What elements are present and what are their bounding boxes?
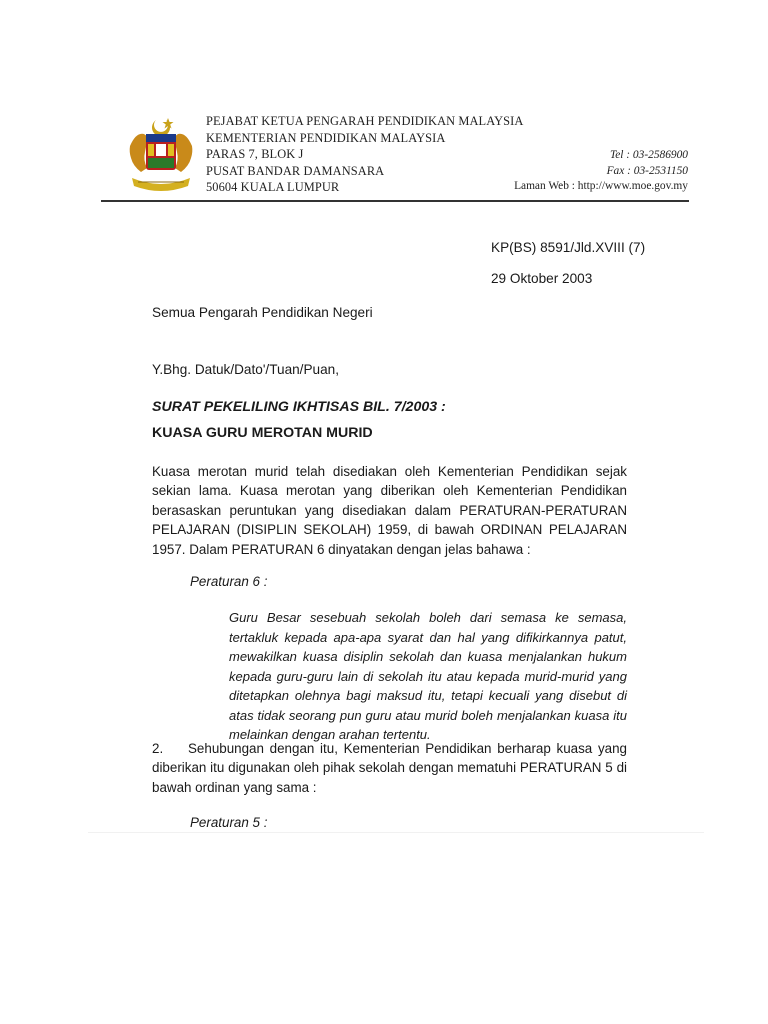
letterhead-contact: [514, 148, 688, 195]
regulation-6-heading: Peraturan 6 :: [190, 574, 268, 589]
reference-number: KP(BS) 8591/Jld.XVIII (7): [491, 240, 646, 255]
regulation-5-heading: Peraturan 5 :: [190, 815, 268, 830]
paragraph-number: 2.: [152, 741, 164, 756]
ministry-name: KEMENTERIAN PENDIDIKAN MALAYSIA: [206, 130, 446, 145]
circular-heading: KUASA GURU MEROTAN MURID: [152, 425, 373, 441]
regulation-6-quote: Guru Besar sesebuah sekolah boleh dari semasa ke semasa, tertakluk kepada apa-apa syarat dan hal yang difikirkannya patut, mewakilkan kuasa disiplin sekolah dan kuasa menjalankan hukum kepada guru-guru lain di sekolah itu atau kepada murid-murid yang ditetapkan olehnya bagi maksud itu, tetapi kecuali yang disebut di atas tidak seorang pun guru atau murid boleh menjalankan kuasa itu melainkan dengan arahan tertentu.: [229, 610, 627, 742]
paragraph-2-text: Sehubungan dengan itu, Kementerian Pendidikan berharap kuasa yang diberikan itu digunakan oleh pihak sekolah dengan mematuhi PERATURAN 5 di bawah ordinan yang sama :: [152, 741, 627, 795]
reference-block: [491, 232, 645, 294]
address-line: PUSAT BANDAR DAMANSARA: [206, 163, 385, 178]
fax-number: Fax : 03-2531150: [606, 164, 688, 177]
recipient: Semua Pengarah Pendidikan Negeri: [152, 305, 373, 320]
paragraph-2: [152, 739, 627, 797]
salutation: Y.Bhg. Datuk/Dato'/Tuan/Puan,: [152, 362, 339, 377]
letter-date: 29 Oktober 2003: [491, 271, 593, 286]
address-line: 50604 KUALA LUMPUR: [206, 180, 340, 195]
circular-title: SURAT PEKELILING IKHTISAS BIL. 7/2003 :: [152, 399, 446, 415]
letterhead-address: [206, 113, 523, 196]
website-link[interactable]: Laman Web : http://www.moe.gov.my: [514, 180, 688, 193]
paragraph-1: Kuasa merotan murid telah disediakan oleh Kementerian Pendidikan sejak sekian lama. Kuasa merotan yang diberikan oleh Kementerian Pendidikan berasaskan peruntukan yang disediakan dalam PERATURAN-PERATURAN PELAJARAN (DISIPLIN SEKOLAH) 1959, di bawah ORDINAN PELAJARAN 1957. Dalam PERATURAN 6 dinyatakan dengan jelas bahawa :: [152, 464, 627, 557]
address-line: PARAS 7, BLOK J: [206, 147, 304, 162]
telephone-number: Tel : 03-2586900: [609, 149, 688, 161]
page-cutoff-line: [88, 832, 704, 833]
letterhead-divider: [101, 200, 689, 202]
organization-name: PEJABAT KETUA PENGARAH PENDIDIKAN MALAYSIA: [206, 114, 524, 128]
malaysia-coat-of-arms-icon: [126, 116, 196, 194]
